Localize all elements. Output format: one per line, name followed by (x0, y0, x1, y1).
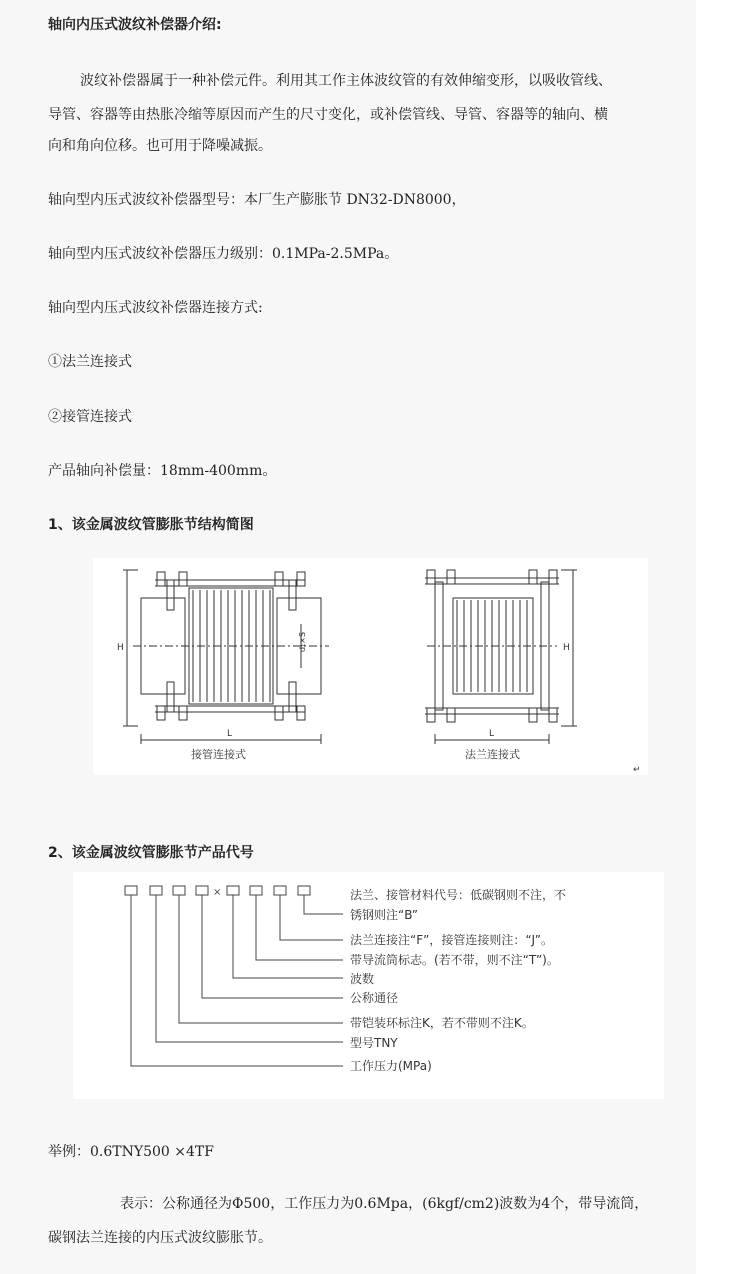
legend-nominal-diameter: 公称通径 (350, 991, 399, 1005)
flange-connection-drawing (425, 570, 577, 744)
model-range-line: 轴向型内压式波纹补偿器型号：本厂生产膨胀节 DN32-DN8000， (48, 192, 466, 208)
legend-working-pressure: 工作压力(MPa) (350, 1059, 432, 1073)
example-line: 举例：0.6TNY500 ×4TF (48, 1144, 214, 1160)
legend-material-code: 法兰、接管材料代号：低碳钢则不注，不 (350, 888, 567, 902)
connection-option-pipe: ②接管连接式 (48, 409, 132, 425)
intro-paragraph-line-2: 导管、容器等由热胀冷缩等原因而产生的尺寸变化，或补偿管线、导管、容器等的轴向、横 (48, 107, 608, 123)
left-dim-d-label: d₁×S (298, 631, 307, 652)
connection-option-flange: ①法兰连接式 (48, 354, 132, 370)
legend-model: 型号TNY (350, 1036, 398, 1050)
axial-compensation-line: 产品轴向补偿量：18mm-400mm。 (48, 463, 277, 479)
right-dim-h-label: H (563, 643, 570, 653)
structure-diagram-figure (93, 558, 648, 775)
structure-diagram-svg (93, 558, 648, 775)
legend-material-code-cont: 锈钢则注“B” (350, 908, 419, 922)
left-dim-h-label: H (117, 643, 124, 653)
connection-methods-heading: 轴向型内压式波纹补偿器连接方式: (48, 300, 263, 316)
legend-wave-count: 波数 (350, 972, 375, 986)
pressure-class-line: 轴向型内压式波纹补偿器压力级别：0.1MPa-2.5MPa。 (48, 246, 399, 262)
example-description-line-1: 表示：公称通径为Φ500，工作压力为0.6Mpa，(6kgf/cm2)波数为4个，带导流筒， (120, 1196, 649, 1212)
product-code-figure (73, 872, 664, 1099)
right-dim-l-label: L (489, 729, 495, 739)
section-1-title: 1、该金属波纹管膨胀节结构简图 (48, 517, 254, 533)
left-dim-l-label: L (227, 729, 233, 739)
legend-connection-type: 法兰连接注“F”，接管连接则注：“J”。 (350, 933, 553, 947)
intro-paragraph-line-1: 波纹补偿器属于一种补偿元件。利用其工作主体波纹管的有效伸缩变形，以吸收管线、 (80, 73, 612, 89)
intro-heading: 轴向内压式波纹补偿器介绍: (48, 17, 222, 33)
legend-armor-ring: 带铠装环标注K，若不带则不注K。 (350, 1016, 534, 1030)
pipe-connection-drawing (123, 570, 329, 744)
section-2-title: 2、该金属波纹管膨胀节产品代号 (48, 845, 254, 861)
right-caption: 法兰连接式 (465, 748, 520, 761)
product-code-svg (73, 872, 664, 1099)
code-separator: × (213, 887, 222, 898)
return-mark: ↵ (633, 765, 641, 775)
legend-guide-sleeve: 带导流筒标志。(若不带，则不注“T”)。 (350, 953, 559, 967)
left-caption: 接管连接式 (191, 748, 246, 761)
example-description-line-2: 碳钢法兰连接的内压式波纹膨胀节。 (48, 1230, 272, 1246)
intro-paragraph-line-3: 向和角向位移。也可用于降噪减振。 (48, 138, 272, 154)
